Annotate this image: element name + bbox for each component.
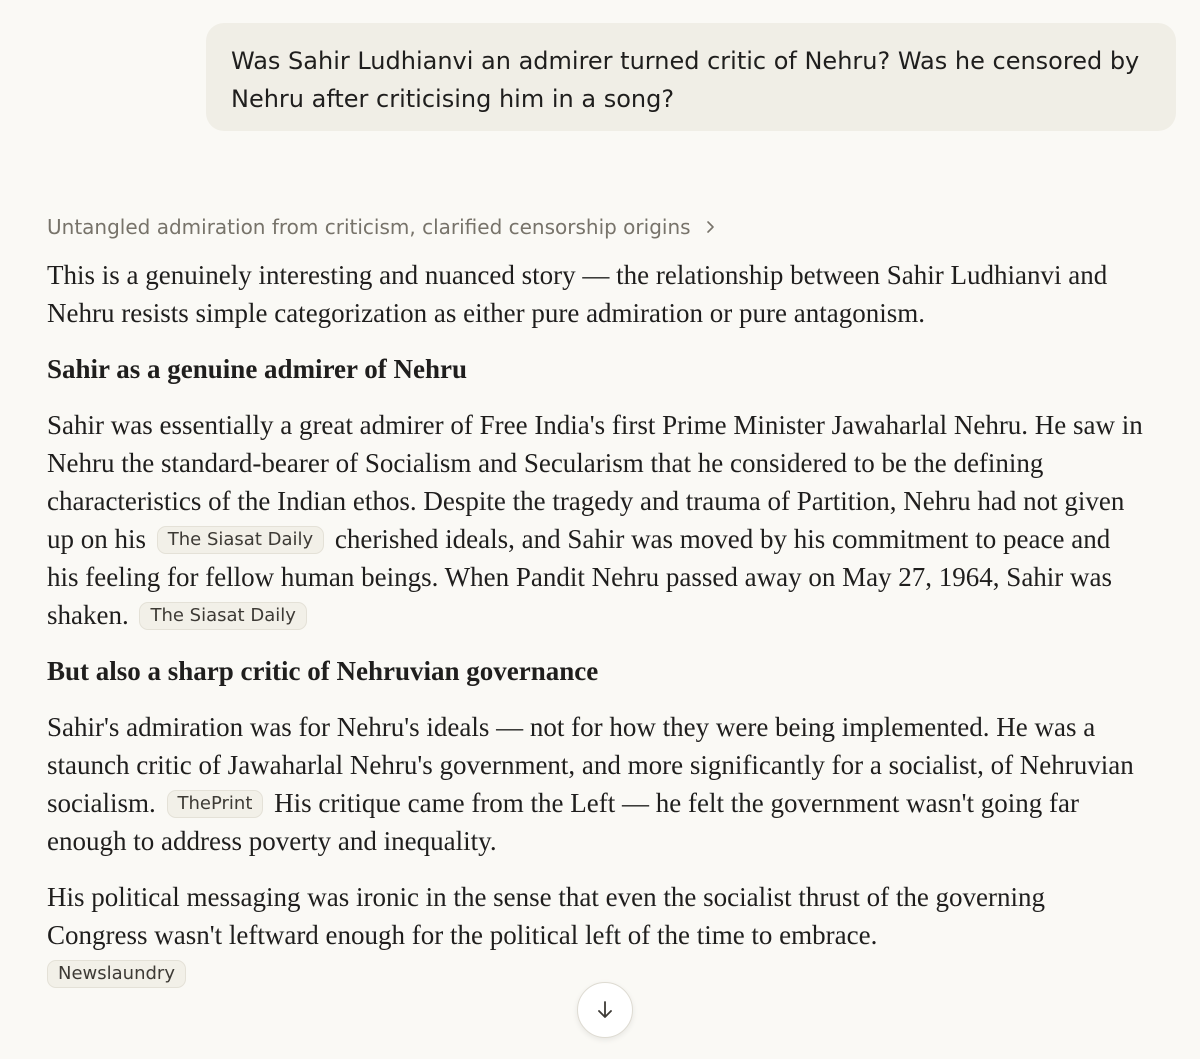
heading-admirer: Sahir as a genuine admirer of Nehru — [47, 354, 468, 384]
arrow-down-icon — [594, 999, 616, 1021]
user-message-bubble — [206, 23, 1176, 131]
ironic-text: His political messaging was ironic in the sense that even the socialist thrust of the governing Congress wasn't leftward enough for the political left of the time to embrace. — [47, 882, 1046, 950]
paragraph-admirer — [47, 406, 1147, 634]
citation-siasat-daily-1[interactable]: The Siasat Daily — [157, 526, 324, 554]
admirer-text-part-1: Sahir was essentially a great admirer of Free India's first Prime Minister Jawaharlal Nehru. He saw in Nehru the standard-bearer of Socialism and Secularism that he considered to be the defining characteristics of the Indian ethos. Despite the tragedy and trauma of Partition, Nehru had not given up on his — [47, 410, 1143, 554]
paragraph-critic — [47, 708, 1147, 860]
response-intro: This is a genuinely interesting and nuanced story — the relationship between Sahir Ludhianvi and Nehru resists simple categorization as either pure admiration or pure antagonism. — [47, 260, 1108, 328]
critic-text-part-2: His critique came from the Left — he felt the government wasn't going far enough to address poverty and inequality. — [47, 788, 1079, 856]
assistant-response — [47, 256, 1147, 992]
admirer-text-part-2: cherished ideals, and Sahir was moved by his commitment to peace and his feeling for fellow human beings. When Pandit Nehru passed away on May 27, 1964, Sahir was shaken. — [47, 524, 1113, 630]
thinking-summary-text: Untangled admiration from criticism, clarified censorship origins — [47, 215, 691, 239]
scroll-to-bottom-button[interactable] — [577, 982, 633, 1038]
heading-critic: But also a sharp critic of Nehruvian governance — [47, 656, 599, 686]
thinking-summary-toggle[interactable] — [47, 212, 717, 242]
citation-newslaundry[interactable]: Newslaundry — [47, 960, 186, 988]
user-message-text: Was Sahir Ludhianvi an admirer turned critic of Nehru? Was he censored by Nehru after criticising him in a song? — [231, 47, 1140, 113]
critic-text-part-1: Sahir's admiration was for Nehru's ideals — not for how they were being implemented. He was a staunch critic of Jawaharlal Nehru's government, and more significantly for a socialist, of Nehruvian socialism. — [47, 712, 1134, 818]
citation-siasat-daily-2[interactable]: The Siasat Daily — [139, 602, 306, 630]
chevron-right-icon — [703, 220, 717, 234]
paragraph-ironic — [47, 878, 1147, 992]
citation-theprint[interactable]: ThePrint — [167, 790, 264, 818]
